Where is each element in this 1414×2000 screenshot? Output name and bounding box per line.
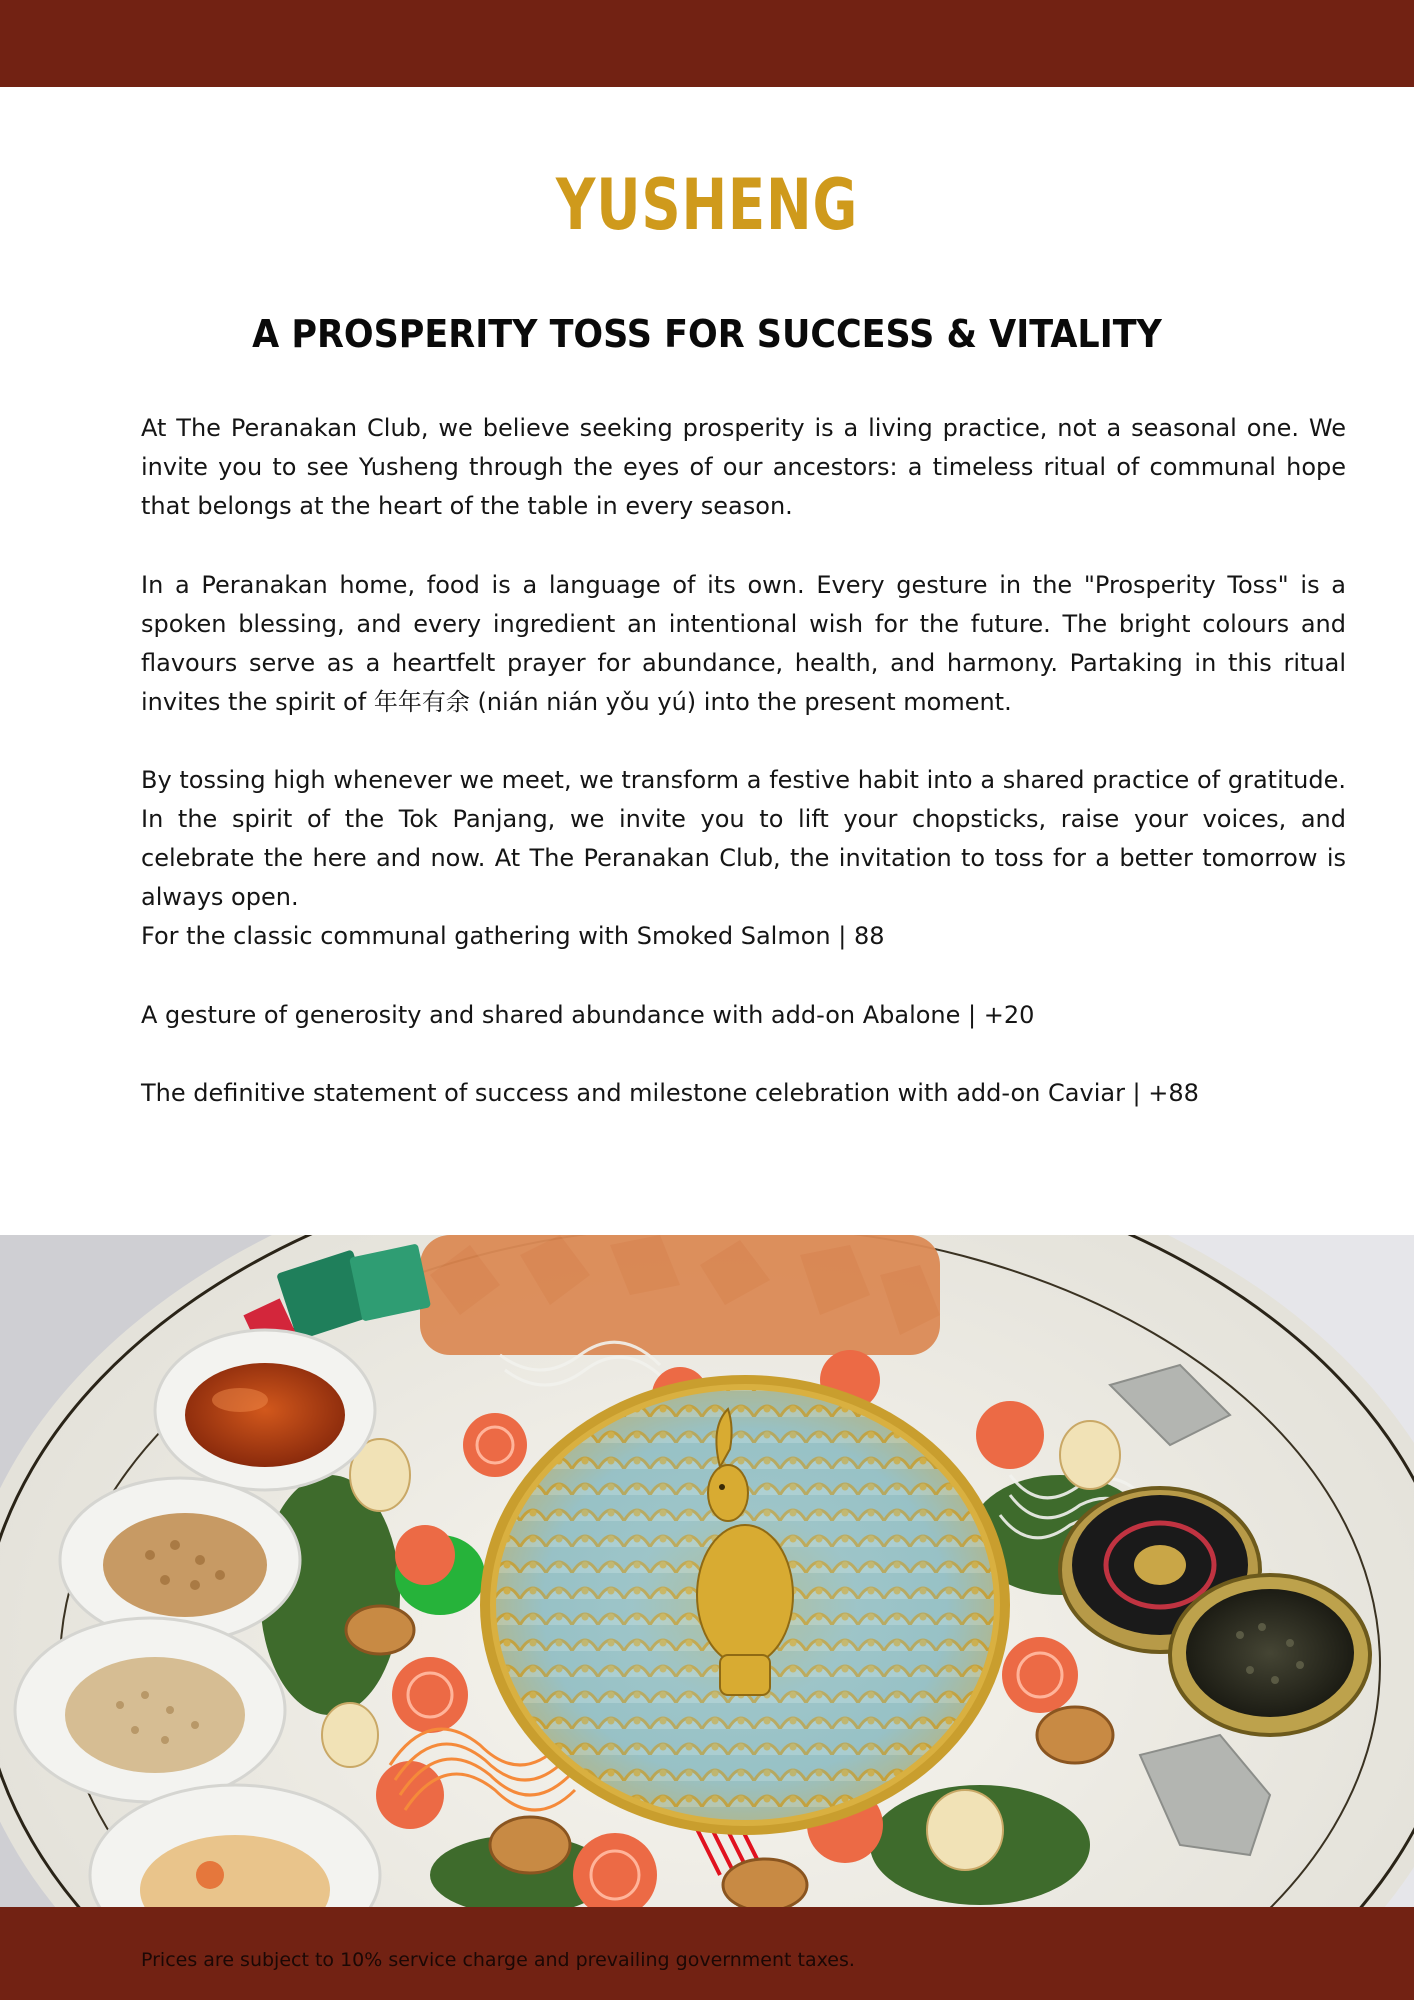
tradition-paragraph: In a Peranakan home, food is a language of its own. Every gesture in the "Prosperity Toss" is a spoken blessing, and every ingredient an intentional wish for the future. The bright colours and flavours serve as a heartfelt prayer for abundance, health, and harmony. Partaking in this ritual invites the spirit of 年年有余 (nián nián yǒu yú) into the present moment. bbox=[141, 571, 1346, 716]
invitation-paragraph: By tossing high whenever we meet, we transform a festive habit into a shared practice of gratitude. In the spirit of the Tok Panjang, we invite you to lift your chopsticks, raise your voices, and celebrate the here and now. At The Peranakan Club, the invitation to toss for a better tomorrow is always open. bbox=[141, 766, 1346, 911]
top-color-band bbox=[0, 0, 1414, 87]
pricing-footnote: Prices are subject to 10% service charge and prevailing government taxes. bbox=[141, 1949, 855, 1971]
yusheng-platter-photo bbox=[0, 1235, 1414, 1907]
intro-paragraph: At The Peranakan Club, we believe seeking prosperity is a living practice, not a seasonal one. We invite you to see Yusheng through the eyes of our ancestors: a timeless ritual of communal hope that belongs at the heart of the table in every season. bbox=[141, 414, 1346, 520]
price-addon-caviar: The definitive statement of success and milestone celebration with add-on Caviar | +88 bbox=[141, 1079, 1199, 1107]
brand-title: YUSHENG bbox=[555, 164, 859, 246]
price-smoked-salmon: For the classic communal gathering with Smoked Salmon | 88 bbox=[141, 922, 885, 950]
page-headline: A PROSPERITY TOSS FOR SUCCESS & VITALITY bbox=[252, 312, 1162, 356]
price-addon-abalone: A gesture of generosity and shared abundance with add-on Abalone | +20 bbox=[141, 1001, 1035, 1029]
